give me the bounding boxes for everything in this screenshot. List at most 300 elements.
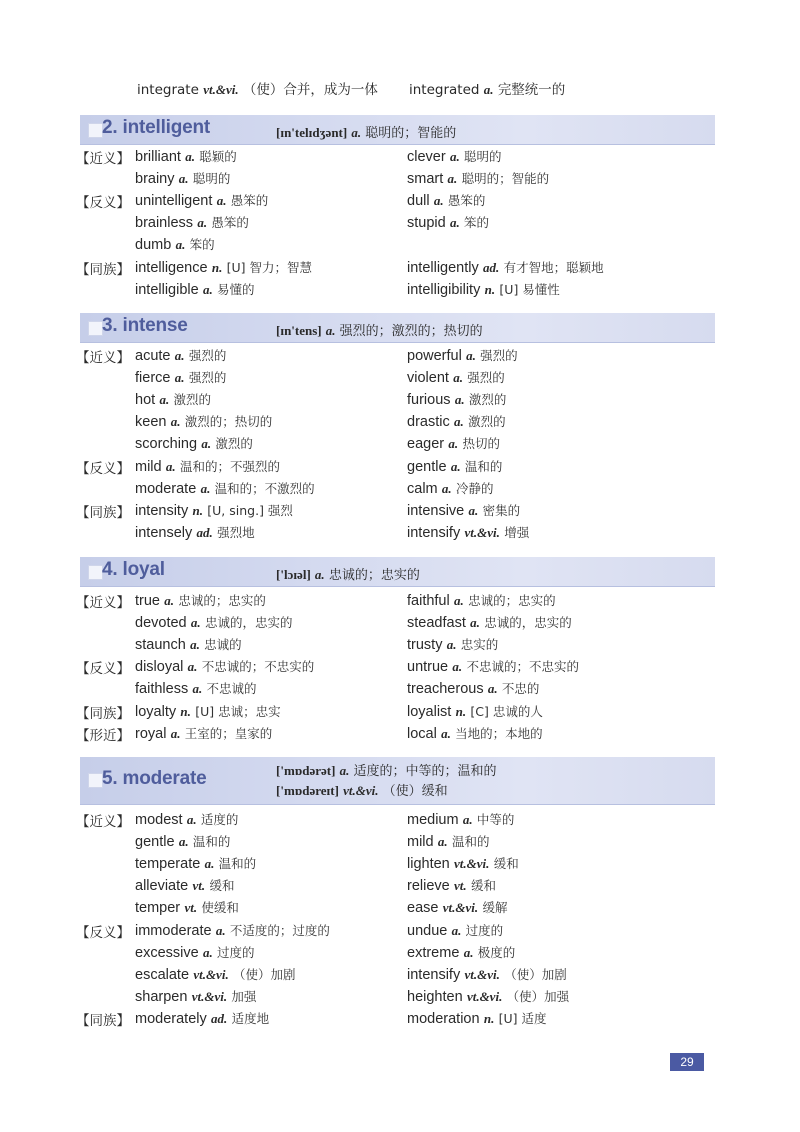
word: mild: [135, 458, 162, 475]
gloss: 冷静的: [455, 480, 494, 496]
relation-tag: 【形近】: [76, 727, 130, 744]
word: mild: [407, 834, 434, 851]
part-of-speech: a.: [487, 681, 498, 697]
headword: 3. intense: [102, 315, 188, 336]
related-word-left: [135, 965, 296, 983]
relation-tag: 【同族】: [76, 504, 130, 521]
part-of-speech: a.: [187, 659, 198, 675]
related-word-right: [407, 280, 560, 298]
part-of-speech: a.: [437, 834, 448, 850]
related-word-left: [135, 854, 256, 872]
part-of-speech: a.: [454, 392, 465, 408]
word: fierce: [135, 370, 171, 387]
related-word-left: [135, 724, 272, 742]
word: relieve: [407, 878, 450, 895]
gloss: 不忠诚的: [206, 681, 257, 697]
gloss: 聪颖的: [199, 149, 237, 164]
word: calm: [407, 480, 438, 497]
gloss: （使）加剧: [504, 966, 567, 982]
word: violent: [407, 370, 449, 387]
part-of-speech: vt.&vi.: [466, 988, 503, 1004]
entry-header-band: [80, 313, 715, 343]
gloss: 温和的: [451, 834, 490, 850]
part-of-speech: a.: [314, 567, 325, 582]
part-of-speech: a.: [339, 763, 350, 778]
gloss: 温和的: [464, 458, 503, 474]
relation-tag: 【近义】: [76, 350, 130, 366]
part-of-speech: a.: [447, 171, 458, 187]
gloss: [U] 智力；智慧: [226, 259, 313, 275]
word: escalate: [135, 966, 190, 983]
gloss: （使）加强: [506, 988, 570, 1004]
gloss: 温和的；不激烈的: [214, 480, 315, 496]
gloss: 极度的: [477, 944, 516, 960]
part-of-speech: ad.: [211, 1010, 228, 1026]
word: integrate: [137, 82, 199, 98]
gloss: 当地的；本地的: [455, 725, 543, 741]
entry-header-band: [80, 757, 715, 805]
related-word-right: [407, 810, 514, 828]
relation-row: [80, 832, 720, 854]
definition-line: [276, 122, 456, 141]
word: excessive: [135, 944, 199, 961]
word: sharpen: [135, 988, 188, 1005]
related-word-left: [135, 479, 315, 497]
definition-line: [276, 760, 497, 779]
relation-row: [80, 479, 720, 501]
word: moderation: [407, 1010, 480, 1027]
pos: a.: [483, 82, 494, 97]
relation-row: [80, 613, 720, 635]
gloss: （使）缓和: [382, 784, 448, 799]
relation-row: [80, 943, 720, 965]
gloss: （使）合并，成为一体: [242, 82, 378, 98]
related-word-left: [135, 191, 268, 209]
gloss: 缓解: [482, 900, 508, 916]
part-of-speech: a.: [215, 922, 226, 938]
part-of-speech: n.: [455, 703, 467, 719]
part-of-speech: a.: [454, 593, 464, 608]
part-of-speech: vt.&vi.: [464, 524, 500, 540]
part-of-speech: a.: [175, 237, 186, 253]
relation-row: [80, 169, 720, 191]
related-word-right: [407, 854, 519, 872]
part-of-speech: a.: [178, 834, 189, 850]
gloss: 中等的: [476, 812, 515, 827]
relation-row: [76, 147, 720, 169]
part-of-speech: a.: [165, 458, 176, 474]
gloss: 愚笨的: [230, 193, 269, 209]
word: ease: [407, 900, 439, 917]
part-of-speech: a.: [448, 436, 459, 452]
gloss: 有才智地；聪颖地: [503, 259, 604, 275]
part-of-speech: a.: [192, 681, 203, 697]
related-word-left: [135, 390, 211, 408]
gloss: 激烈的: [173, 392, 212, 408]
definition-line: [276, 564, 420, 583]
relation-row: [76, 191, 720, 213]
relation-row: [80, 213, 720, 235]
part-of-speech: a.: [468, 502, 479, 518]
gloss: 激烈的；热切的: [184, 414, 273, 430]
related-word-left: [135, 523, 255, 541]
gloss: 聪明的: [464, 149, 502, 164]
relation-tag: 【近义】: [76, 595, 130, 611]
square-bullet-icon: [88, 565, 103, 580]
word: acute: [135, 348, 171, 364]
part-of-speech: n.: [211, 259, 223, 275]
entry-header-band: [80, 115, 715, 145]
gloss: 不适度的；过度的: [229, 922, 330, 938]
gloss: 易懂的: [217, 281, 255, 297]
gloss: [U] 适度: [498, 1010, 547, 1026]
related-word-right: [407, 434, 500, 452]
relation-row: [76, 724, 720, 746]
square-bullet-icon: [88, 123, 103, 138]
word: scorching: [135, 436, 198, 453]
part-of-speech: a.: [433, 193, 444, 209]
related-word-left: [135, 235, 215, 253]
part-of-speech: a.: [190, 637, 200, 653]
part-of-speech: a.: [202, 281, 213, 297]
relation-row: [80, 368, 720, 390]
gloss: 热切的: [462, 436, 500, 452]
word: devoted: [135, 615, 187, 632]
part-of-speech: a.: [216, 193, 227, 209]
relation-tag: 【同族】: [76, 705, 130, 722]
word: gentle: [407, 458, 447, 475]
relation-row: [76, 702, 720, 724]
gloss: 增强: [504, 524, 530, 540]
part-of-speech: vt.&vi.: [343, 783, 379, 798]
related-word-right: [407, 832, 489, 850]
part-of-speech: a.: [164, 593, 175, 608]
related-word-right: [407, 501, 520, 519]
gloss: 缓和: [493, 856, 519, 872]
word: furious: [407, 392, 451, 409]
word: intensive: [407, 502, 465, 519]
gloss: 忠诚的，忠实的: [204, 615, 293, 631]
related-word-left: [135, 1009, 269, 1027]
word: immoderate: [135, 922, 212, 939]
gloss: 温和的: [192, 834, 231, 850]
part-of-speech: a.: [351, 125, 362, 140]
gloss: [U] 易懂性: [499, 281, 560, 297]
word: stupid: [407, 215, 446, 232]
related-word-left: [135, 832, 230, 850]
gloss: 加强: [231, 988, 257, 1004]
related-word-right: [407, 147, 502, 165]
word: extreme: [407, 944, 460, 961]
carryover-left: [137, 78, 378, 98]
gloss: [U, sing.] 强烈: [207, 502, 293, 518]
relation-row: [80, 434, 720, 456]
related-word-left: [135, 702, 281, 720]
related-word-right: [407, 724, 543, 742]
gloss: 缓和: [470, 878, 496, 894]
related-word-left: [135, 368, 226, 386]
gloss: 适度地: [231, 1010, 270, 1026]
part-of-speech: a.: [453, 370, 463, 386]
word: smart: [407, 171, 444, 188]
part-of-speech: a.: [174, 348, 185, 363]
carryover-right: [409, 78, 565, 98]
related-word-right: [407, 876, 496, 894]
word: steadfast: [407, 615, 466, 632]
word: local: [407, 725, 437, 742]
square-bullet-icon: [88, 773, 103, 788]
pos: vt.&vi.: [203, 82, 239, 97]
related-word-left: [135, 258, 312, 276]
related-word-left: [135, 657, 314, 675]
gloss: （使）加剧: [233, 966, 296, 982]
related-word-left: [135, 921, 330, 939]
relation-row: [80, 898, 720, 920]
related-word-left: [135, 213, 249, 231]
phonetic: ['mɒdəreɪt]: [276, 783, 339, 798]
word: temperate: [135, 856, 201, 873]
word: unintelligent: [135, 193, 213, 210]
headword: 5. moderate: [102, 768, 207, 789]
related-word-left: [135, 591, 266, 609]
relation-row: [76, 501, 720, 523]
related-word-right: [407, 657, 579, 675]
relation-row: [76, 810, 720, 832]
related-word-left: [135, 876, 234, 894]
relation-row: [80, 635, 720, 657]
word: royal: [135, 725, 167, 742]
part-of-speech: n.: [180, 703, 191, 719]
gloss: 忠诚的；忠实的: [468, 593, 556, 608]
square-bullet-icon: [88, 321, 103, 336]
related-word-right: [407, 258, 604, 276]
phonetic: [ɪn'tens]: [276, 323, 322, 338]
part-of-speech: a.: [202, 944, 213, 960]
relation-row: [80, 876, 720, 898]
related-word-left: [135, 412, 272, 430]
relation-row: [80, 412, 720, 434]
word: moderate: [135, 480, 197, 497]
part-of-speech: a.: [170, 725, 181, 741]
word: intelligently: [407, 259, 479, 276]
part-of-speech: a.: [441, 480, 452, 496]
related-word-right: [407, 898, 507, 916]
part-of-speech: a.: [170, 414, 181, 430]
definition-line: [276, 320, 483, 339]
related-word-left: [135, 898, 239, 916]
word: disloyal: [135, 659, 184, 676]
part-of-speech: vt.: [184, 900, 198, 916]
related-word-right: [407, 987, 569, 1005]
word: modest: [135, 812, 183, 828]
part-of-speech: a.: [190, 615, 201, 631]
gloss: 激烈的: [468, 414, 506, 430]
gloss: 忠诚的；忠实的: [178, 593, 266, 608]
relation-row: [80, 523, 720, 545]
headword: 4. loyal: [102, 559, 165, 580]
part-of-speech: a.: [185, 149, 195, 164]
relation-tag: 【反义】: [76, 661, 130, 678]
part-of-speech: a.: [470, 615, 480, 631]
gloss: 王室的；皇家的: [184, 725, 273, 741]
word: true: [135, 593, 160, 609]
related-word-right: [407, 591, 556, 609]
word: undue: [407, 922, 448, 939]
gloss: 强烈的；激烈的；热切的: [339, 324, 483, 339]
word: eager: [407, 436, 445, 453]
gloss: 忠诚的: [204, 637, 242, 653]
relation-row: [80, 987, 720, 1009]
relation-row: [80, 965, 720, 987]
gloss: 笨的: [189, 237, 215, 253]
relation-tag: 【反义】: [76, 195, 130, 212]
related-word-right: [407, 1009, 547, 1027]
gloss: 缓和: [209, 878, 235, 894]
part-of-speech: vt.&vi.: [464, 966, 500, 982]
definition-line: [276, 780, 448, 799]
phonetic: [ɪn'telɪdʒənt]: [276, 125, 348, 140]
related-word-left: [135, 457, 280, 475]
part-of-speech: a.: [450, 215, 460, 231]
word: brainless: [135, 215, 194, 232]
part-of-speech: a.: [159, 392, 170, 408]
part-of-speech: a.: [452, 659, 463, 675]
page-number: 29: [670, 1053, 704, 1071]
word: drastic: [407, 414, 450, 431]
word: intensely: [135, 524, 193, 541]
word: medium: [407, 812, 459, 828]
gloss: 不忠的: [501, 681, 540, 697]
part-of-speech: vt.: [454, 878, 467, 894]
related-word-right: [407, 169, 549, 187]
word: dull: [407, 193, 430, 210]
gloss: 不忠诚的；不忠实的: [466, 659, 579, 675]
relation-row: [80, 854, 720, 876]
entry-header-band: [80, 557, 715, 587]
related-word-right: [407, 635, 498, 653]
related-word-left: [135, 679, 257, 697]
related-word-left: [135, 810, 238, 828]
part-of-speech: vt.&vi.: [442, 900, 479, 916]
related-word-left: [135, 613, 292, 631]
relation-row: [80, 679, 720, 701]
part-of-speech: n.: [484, 281, 496, 297]
relation-row: [76, 346, 720, 368]
gloss: 愚笨的: [447, 193, 486, 209]
related-word-right: [407, 368, 505, 386]
related-word-left: [135, 635, 242, 653]
relation-row: [80, 280, 720, 302]
gloss: 笨的: [464, 215, 490, 231]
relation-row: [76, 457, 720, 479]
word: loyalty: [135, 703, 177, 720]
word: intensity: [135, 502, 189, 519]
relation-row: [80, 390, 720, 412]
related-word-right: [407, 679, 539, 697]
relation-tag: 【近义】: [76, 151, 130, 167]
related-word-left: [135, 501, 293, 519]
word: intelligibility: [407, 281, 481, 298]
gloss: 强烈的: [467, 370, 505, 386]
relation-row: [76, 591, 720, 613]
word: brainy: [135, 171, 175, 188]
part-of-speech: a.: [454, 414, 464, 430]
phonetic: ['mɒdərət]: [276, 763, 336, 778]
part-of-speech: vt.&vi.: [193, 966, 229, 982]
word: staunch: [135, 637, 186, 654]
gloss: 强烈地: [217, 524, 255, 540]
word: temper: [135, 900, 181, 917]
phonetic: ['lɔɪəl]: [276, 567, 311, 582]
related-word-left: [135, 280, 255, 298]
gloss: 强烈的: [188, 370, 227, 386]
part-of-speech: a.: [174, 370, 185, 386]
related-word-left: [135, 147, 237, 165]
gloss: 温和的；不强烈的: [179, 458, 280, 474]
related-word-right: [407, 191, 485, 209]
gloss: [C] 忠诚的人: [470, 703, 543, 719]
part-of-speech: a.: [450, 458, 461, 474]
word: integrated: [409, 82, 480, 98]
gloss: [U] 忠诚；忠实: [195, 703, 281, 719]
word: trusty: [407, 637, 443, 654]
word: intelligence: [135, 259, 208, 276]
related-word-right: [407, 346, 518, 364]
related-word-right: [407, 523, 529, 541]
word: intelligible: [135, 281, 199, 298]
gloss: 过度的: [465, 922, 504, 938]
related-word-left: [135, 169, 230, 187]
related-word-left: [135, 943, 255, 961]
word: treacherous: [407, 681, 484, 698]
part-of-speech: ad.: [483, 259, 500, 275]
related-word-right: [407, 479, 493, 497]
related-word-right: [407, 412, 506, 430]
word: loyalist: [407, 703, 452, 720]
gloss: 不忠诚的；不忠实的: [201, 659, 315, 675]
related-word-left: [135, 987, 256, 1005]
word: untrue: [407, 659, 449, 676]
part-of-speech: a.: [204, 856, 215, 872]
part-of-speech: a.: [441, 725, 451, 741]
gloss: 忠实的: [460, 637, 499, 653]
part-of-speech: a.: [449, 149, 460, 164]
gloss: 激烈的: [215, 436, 253, 452]
part-of-speech: a.: [462, 812, 473, 827]
part-of-speech: ad.: [196, 524, 213, 540]
part-of-speech: vt.&vi.: [454, 856, 490, 872]
gloss: 激烈的: [468, 392, 507, 408]
word: heighten: [407, 988, 463, 1005]
gloss: 完整统一的: [497, 82, 566, 98]
part-of-speech: n.: [483, 1010, 495, 1026]
relation-row: [76, 1009, 720, 1031]
part-of-speech: vt.&vi.: [191, 988, 228, 1004]
word: intensify: [407, 966, 461, 983]
related-word-right: [407, 457, 502, 475]
part-of-speech: a.: [466, 348, 476, 363]
headword: 2. intelligent: [102, 117, 211, 138]
word: brilliant: [135, 149, 181, 165]
related-word-right: [407, 943, 515, 961]
word: lighten: [407, 856, 450, 873]
word: clever: [407, 149, 446, 165]
gloss: 强烈的: [480, 348, 518, 363]
gloss: 聪明的: [192, 171, 231, 187]
related-word-right: [407, 921, 503, 939]
related-word-left: [135, 434, 253, 452]
part-of-speech: n.: [192, 502, 203, 518]
